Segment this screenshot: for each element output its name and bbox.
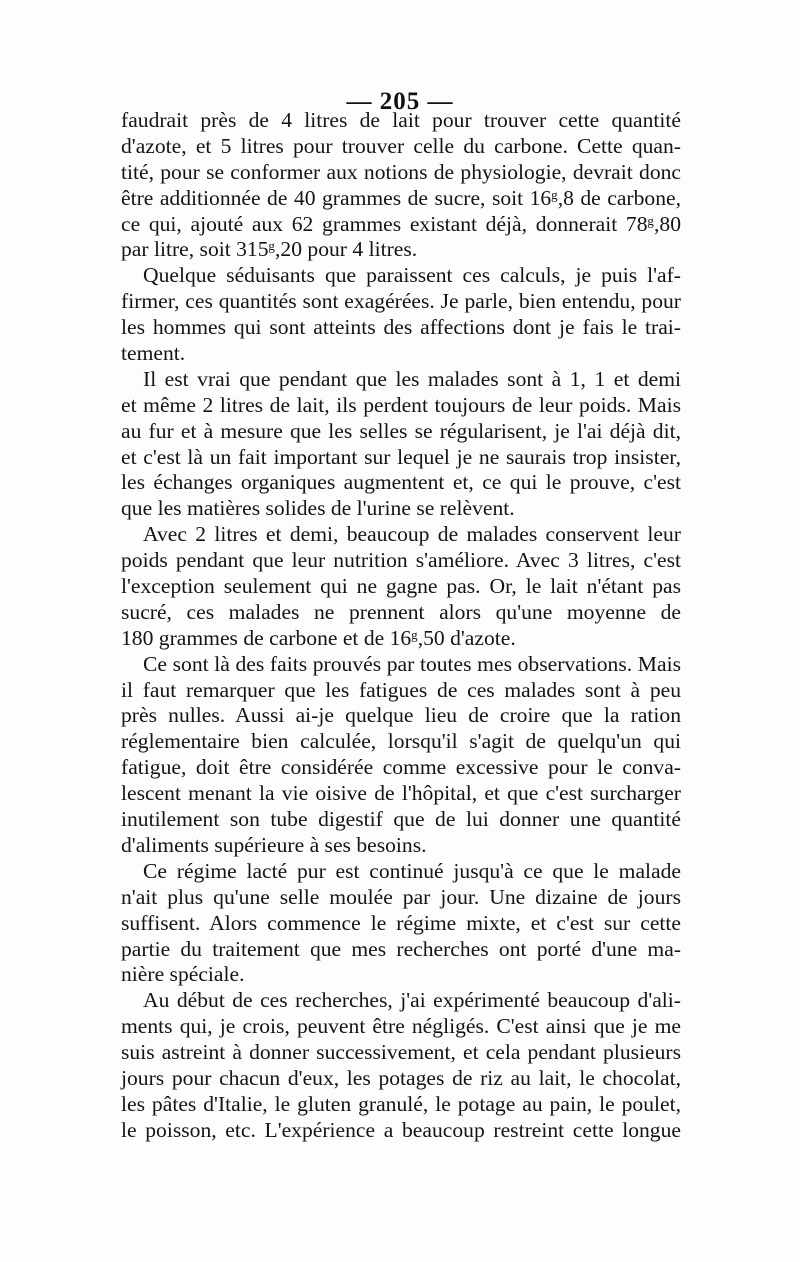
text-line: par litre, soit 315ᵍ,20 pour 4 litres.: [121, 237, 418, 262]
text-line: partie du traitement que mes recherches ont porté d'une ma-: [121, 936, 681, 961]
text-line: fatigue, doit être considérée comme excessive pour le conva-: [121, 755, 681, 780]
text-line: ments qui, je crois, peuvent être négligés. C'est ainsi que je me: [121, 1014, 681, 1039]
text-line: ce qui, ajouté aux 62 grammes existant déjà, donnerait 78ᵍ,80: [121, 211, 681, 236]
text-line: il faut remarquer que les fatigues de ces malades sont à peu: [121, 677, 681, 702]
text-line: le poisson, etc. L'expérience a beaucoup restreint cette longue: [121, 1117, 681, 1142]
body-text: [121, 108, 681, 1144]
page-number: — 205 —: [346, 88, 454, 115]
paragraph: [121, 522, 681, 651]
text-line: Quelque séduisants que paraissent ces calculs, je puis l'af-: [143, 263, 681, 288]
text-line: firmer, ces quantités sont exagérées. Je parle, bien entendu, pour: [121, 289, 681, 314]
text-line: les hommes qui sont atteints des affections dont je fais le trai-: [121, 315, 681, 340]
text-line: d'azote, et 5 litres pour trouver celle du carbone. Cette quan-: [121, 133, 681, 158]
text-line: nière spéciale.: [121, 962, 245, 987]
text-line: Ce régime lacté pur est continué jusqu'à ce que le malade: [143, 858, 681, 883]
text-line: les échanges organiques augmentent et, ce qui le prouve, c'est: [121, 470, 681, 495]
paragraph: [121, 108, 681, 263]
text-line: faudrait près de 4 litres de lait pour trouver cette quantité: [121, 108, 681, 132]
paragraph: [121, 652, 681, 859]
text-line: suis astreint à donner successivement, et cela pendant plusieurs: [121, 1040, 681, 1065]
text-line: les pâtes d'Italie, le gluten granulé, le potage au pain, le poulet,: [121, 1091, 681, 1116]
text-line: Il est vrai que pendant que les malades sont à 1, 1 et demi: [143, 366, 681, 391]
text-line: n'ait plus qu'une selle moulée par jour. Une dizaine de jours: [121, 884, 681, 909]
text-line: jours pour chacun d'eux, les potages de riz au lait, le chocolat,: [121, 1065, 681, 1090]
text-line: suffisent. Alors commence le régime mixte, et c'est sur cette: [121, 910, 681, 935]
text-line: poids pendant que leur nutrition s'améliore. Avec 3 litres, c'est: [121, 548, 681, 573]
text-line: tité, pour se conformer aux notions de physiologie, devrait donc: [121, 159, 681, 184]
paragraph: [121, 263, 681, 367]
text-line: tement.: [121, 341, 186, 366]
paragraph: [121, 367, 681, 522]
text-line: inutilement son tube digestif que de lui donner une quantité: [121, 807, 681, 832]
text-line: et même 2 litres de lait, ils perdent toujours de leur poids. Mais: [121, 392, 681, 417]
text-line: Ce sont là des faits prouvés par toutes mes observations. Mais: [143, 651, 681, 676]
text-line: être additionnée de 40 grammes de sucre, soit 16ᵍ,8 de carbone,: [121, 185, 681, 210]
text-line: lescent menant la vie oisive de l'hôpital, et que c'est surcharger: [121, 781, 681, 806]
text-line: Au début de ces recherches, j'ai expérimenté beaucoup d'ali-: [143, 988, 681, 1013]
text-line: sucré, ces malades ne prennent alors qu'une moyenne de: [121, 599, 681, 624]
text-line: réglementaire bien calculée, lorsqu'il s'agit de quelqu'un qui: [121, 729, 681, 754]
text-line: au fur et à mesure que les selles se régularisent, je l'ai déjà dit,: [121, 418, 681, 443]
text-line: près nulles. Aussi ai-je quelque lieu de croire que la ration: [121, 703, 681, 728]
text-line: Avec 2 litres et demi, beaucoup de malades conservent leur: [143, 522, 681, 547]
text-line: que les matières solides de l'urine se relèvent.: [121, 496, 515, 521]
text-line: d'aliments supérieure à ses besoins.: [121, 832, 427, 857]
text-line: et c'est là un fait important sur lequel je ne saurais trop insister,: [121, 444, 681, 469]
paragraph: [121, 988, 681, 1143]
text-line: 180 grammes de carbone et de 16ᵍ,50 d'azote.: [121, 625, 516, 650]
text-line: l'exception seulement qui ne gagne pas. Or, le lait n'étant pas: [121, 574, 681, 599]
paragraph: [121, 859, 681, 988]
